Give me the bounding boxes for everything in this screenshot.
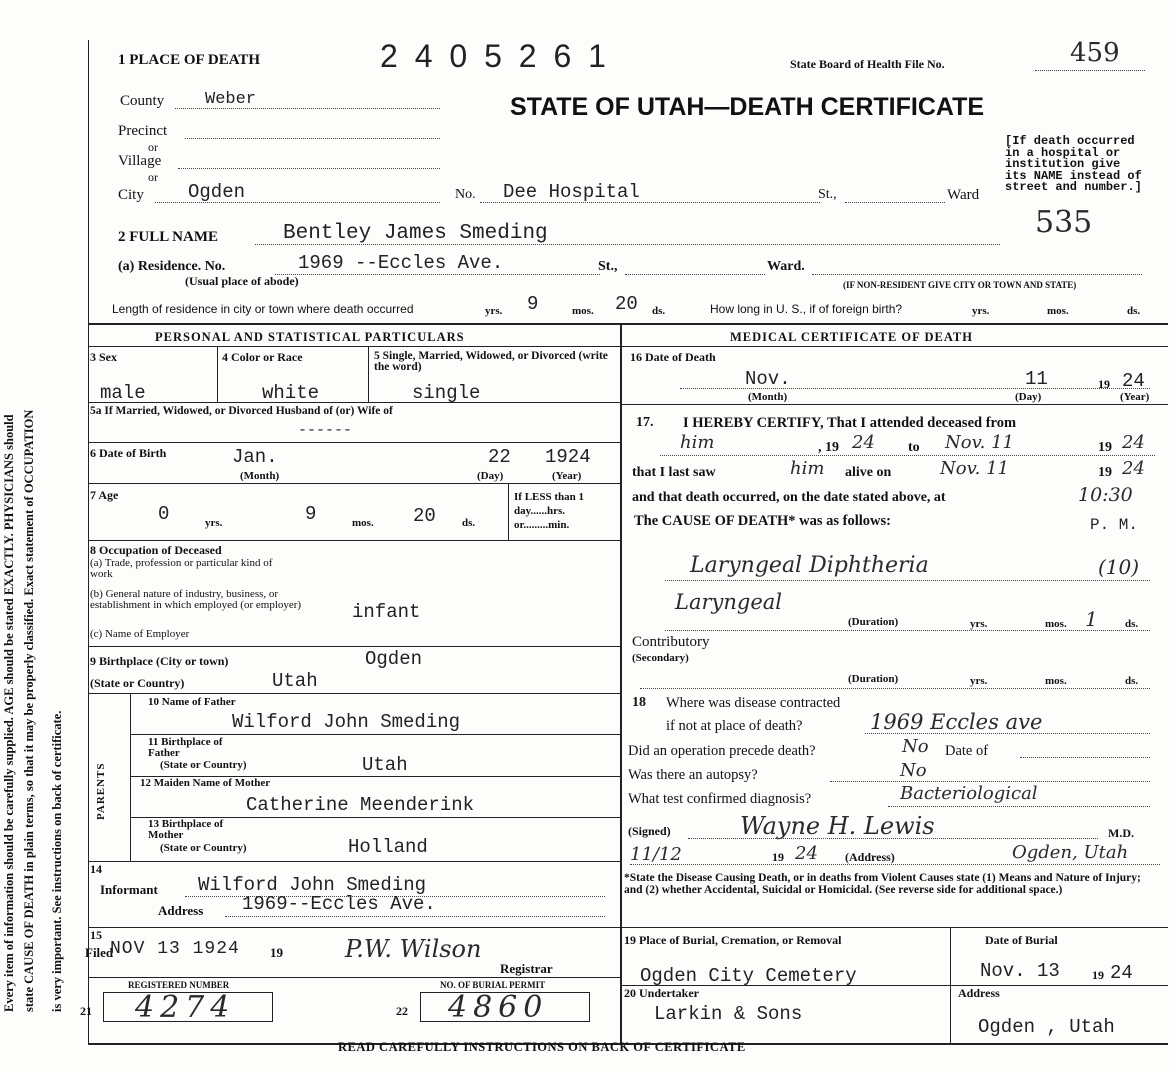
- city-label: City: [118, 187, 144, 203]
- informant-name: Wilford John Smeding: [198, 874, 427, 896]
- death-year: 24: [1122, 370, 1145, 392]
- age-years: 0: [158, 503, 170, 525]
- residence-months: 20: [615, 293, 638, 315]
- informant-address: 1969--Eccles Ave.: [242, 893, 436, 915]
- place-of-death-label: 1 PLACE OF DEATH: [118, 52, 261, 68]
- death-month: Nov.: [745, 368, 791, 390]
- race-value: white: [262, 382, 320, 404]
- full-name-label: 2 FULL NAME: [118, 229, 219, 245]
- footer-instructions: READ CAREFULLY INSTRUCTIONS ON BACK OF CERTIFICATE: [338, 1040, 746, 1054]
- parents-label: PARENTS: [95, 762, 107, 820]
- dob-year: 1924: [545, 446, 591, 468]
- age-days: 20: [413, 505, 436, 527]
- ward-label: Ward: [947, 187, 980, 203]
- side-note-line2: state CAUSE OF DEATH in plain terms, so that it may be properly classified. Exact statement of OCCUPATION: [22, 409, 36, 1012]
- hand-number: 535: [1035, 205, 1093, 240]
- undertaker-name: Larkin & Sons: [654, 1003, 803, 1025]
- diagnosis-test: Bacteriological: [900, 783, 1038, 804]
- residence-label: (a) Residence. No.: [118, 259, 226, 274]
- personal-heading: PERSONAL AND STATISTICAL PARTICULARS: [155, 330, 465, 344]
- registrar-signature: P.W. Wilson: [345, 935, 482, 963]
- time-of-death: 10:30: [1078, 484, 1133, 506]
- certificate-title: STATE OF UTAH—DEATH CERTIFICATE: [510, 93, 985, 121]
- residence-years: 9: [527, 293, 539, 315]
- dob-day: 22: [488, 446, 511, 468]
- undertaker-address: Ogden , Utah: [978, 1016, 1115, 1038]
- marital-value: single: [412, 382, 481, 404]
- footnote: *State the Disease Causing Death, or in deaths from Violent Causes state (1) Means and Nature of Injury; and (2) whether Accidental, Suicidal or Homicidal. (See reverse side for additional space.): [624, 872, 1141, 896]
- side-note-line3: is very important. See instructions on back of certificate.: [50, 710, 64, 1012]
- death-day: 11: [1025, 368, 1048, 390]
- physician-address: Ogden, Utah: [1012, 842, 1129, 863]
- cause-secondary: Laryngeal: [675, 590, 782, 614]
- us-label: How long in U. S., if of foreign birth?: [710, 302, 903, 316]
- county-label: County: [120, 93, 165, 109]
- side-note-line1: Every item of information should be carefully supplied. AGE should be stated EXACTLY. PHYSICIANS should: [2, 414, 16, 1012]
- medical-heading: MEDICAL CERTIFICATE OF DEATH: [730, 330, 973, 344]
- hospital-note: [If death occurred in a hospital or institution give its NAME instead of street and number.]: [1005, 134, 1142, 194]
- filed-date: NOV 13 1924: [110, 939, 240, 959]
- father-name: Wilford John Smeding: [232, 711, 461, 733]
- residence-value: 1969 --Eccles Ave.: [298, 252, 504, 274]
- certificate-number: 2 4 0 5 2 6 1: [380, 38, 610, 74]
- file-no-label: State Board of Health File No.: [790, 57, 945, 71]
- physician-signature: Wayne H. Lewis: [740, 812, 935, 840]
- burial-permit-number: 4860: [448, 990, 549, 1025]
- death-certificate: Every item of information should be carefully supplied. AGE should be stated EXACTLY. PHYSICIANS should state CAUSE OF DEATH in plain terms, so that it may be properly classified. Exact statement of OCCUPATION is very important. See instructions on back of certificate. 1 PLACE OF DEATH 2 4 0 5 2 6 1 State Board of Health File No. 459 STATE OF UTAH—DEATH CERTIFICATE County Weber Precinct or Village or City Ogden No. Dee Hospital St., Ward [If death occurred in a hospital or institution give its NAME instead of street and number.] 535 2 FULL NAME Bentley James Smeding (a) Residence. No. 1969 --Eccles Ave. St., Ward. (Usual place of abode) (IF NON-RESIDENT GIVE CITY OR TOWN AND STATE) Length of residence in city or town where death occurred yrs. 9 mos. 20 ds. How long in U. S., if of foreign birth? yrs. mos. ds. PERSONAL AND STATISTICAL PARTICULARS MEDICAL CERTIFICATE OF DEATH 3 Sex 4 Color or Race 5 Single, Married, Widowed, or Divorced (write the word) male white single 5a If Married, Widowed, or Divorced Husband of (or) Wife of ------ 6 Date of Birth Jan. 22 1924 (Month) (Day) (Year) 7 Age 0 yrs. 9 mos. 20 ds. If LESS than 1 day......hrs. or.........min. 8 Occupation of Deceased (a) Trade, profession or particular kind of work (b) General nature of industry, business, or establishment in which employed (or employer) infant (c) Name of Employer 9 Birthplace (City or town) Ogden (State or Country) Utah PARENTS 10 Name of Father Wilford John Smeding 11 Birthplace of Father (State or Country) Utah 12 Maiden Name of Mother Catherine Meenderink 13 Birthplace of Mother (State or Country) Holland 14 Informant Wilford John Smeding Address 1969--Eccles Ave. 15 Filed NOV 13 1924 19 P.W. Wilson Registrar 21 REGISTERED NUMBER 4274 22 NO. OF BURIAL PERMIT 4860 16 Date of Death Nov. 11 19 24 (Month) (Day) (Year) 17. I HEREBY CERTIFY, That I attended deceased from him , 19 24 to Nov. 11 19 24 that I last saw him alive on Nov. 11 19 24 and that death occurred, on the date stated above, at 10:30 The CAUSE OF DEATH* was as follows: P. M. Laryngeal Diphtheria (10) Laryngeal (Duration) yrs. mos. 1 ds. Contributory (Secondary) (Duration) yrs. mos. ds. 18 Where was disease contracted if not at place of death? 1969 Eccles ave Did an operation precede death? No Date of Was there an autopsy? No What test confirmed diagnosis? Bacteriological (Signed) Wayne H. Lewis M.D. 11/12 19 24 (Address) Ogden, Utah *State the Disease Causing Death, or in deaths from Violent Causes state (1) Means and Nature of Injury; and (2) whether Accidental, Suicidal or Homicidal. (See reverse side for additional space.) 19 Place of Burial, Cremation, or Removal Ogden City Cemetery Date of Burial Nov. 13 19 24 Address 20 Undertaker Larkin & Sons Ogden , Utah READ CAREFULLY INSTRUCTIONS ON BACK OF CERTIFICATE: [0, 0, 1175, 1073]
- burial-place: Ogden City Cemetery: [640, 965, 857, 987]
- length-residence-label: Length of residence in city or town where death occurred: [112, 302, 414, 316]
- occupation-value: infant: [352, 601, 421, 623]
- city-value: Ogden: [188, 181, 246, 203]
- no-label: No.: [455, 187, 476, 202]
- frame-left: [88, 40, 89, 1045]
- father-birthplace: Utah: [362, 754, 408, 776]
- hospital-value: Dee Hospital: [503, 181, 640, 203]
- birthplace-state: Utah: [272, 670, 318, 692]
- sex-value: male: [100, 382, 146, 404]
- nonresident-note: (IF NON-RESIDENT GIVE CITY OR TOWN AND STATE): [843, 280, 1077, 290]
- burial-date: Nov. 13: [980, 960, 1060, 982]
- contracted-place: 1969 Eccles ave: [870, 710, 1043, 734]
- usual-abode-label: (Usual place of abode): [185, 274, 299, 288]
- precinct-label: Precinct: [118, 123, 168, 139]
- file-no: 459: [1070, 38, 1120, 68]
- dob-month: Jan.: [232, 446, 278, 468]
- village-label: Village: [118, 153, 162, 169]
- full-name-value: Bentley James Smeding: [283, 222, 548, 245]
- county-value: Weber: [205, 90, 257, 109]
- birthplace-city: Ogden: [365, 648, 423, 670]
- registered-number: 4274: [135, 990, 236, 1025]
- age-months: 9: [305, 503, 317, 525]
- st-label: St.,: [818, 187, 837, 202]
- cause-primary: Laryngeal Diphtheria: [690, 553, 929, 578]
- mother-name: Catherine Meenderink: [246, 794, 475, 816]
- mother-birthplace: Holland: [348, 836, 428, 858]
- certify-text: I HEREBY CERTIFY, That I attended deceased from: [683, 415, 1017, 431]
- burial-year: 24: [1110, 962, 1133, 984]
